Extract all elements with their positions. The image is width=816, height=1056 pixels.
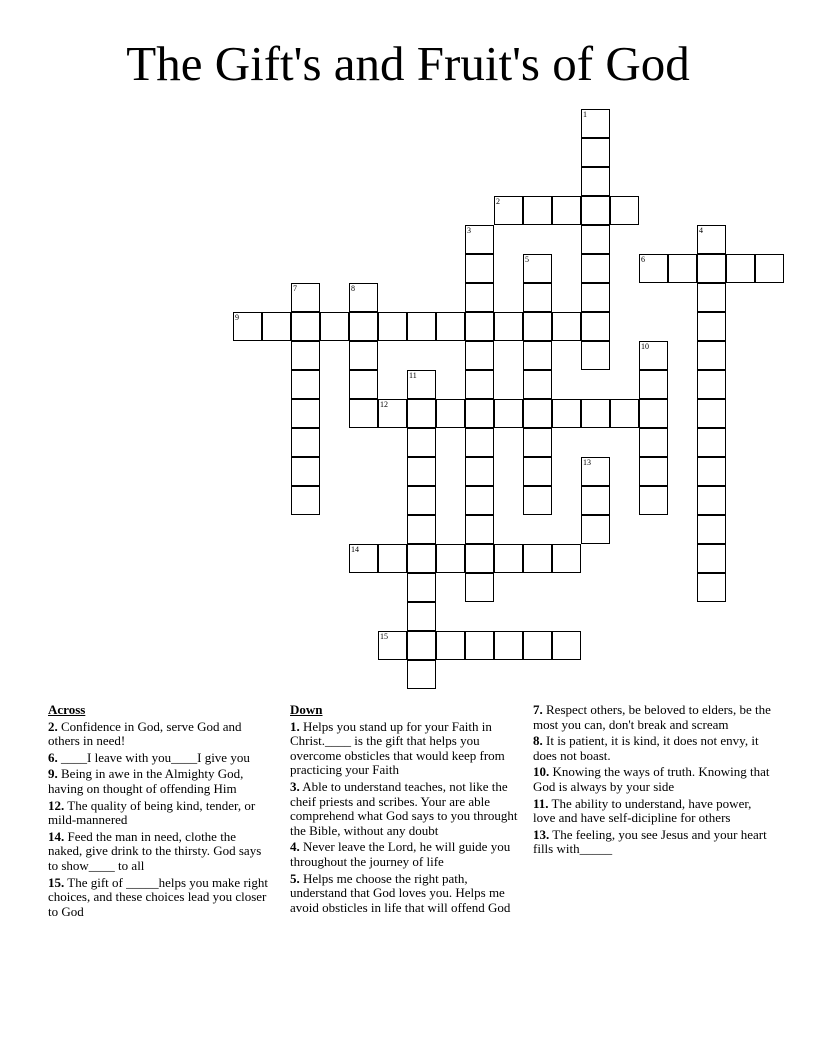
grid-cell[interactable] xyxy=(349,544,378,573)
grid-cell[interactable] xyxy=(697,573,726,602)
grid-cell[interactable] xyxy=(755,254,784,283)
grid-cell[interactable] xyxy=(291,457,320,486)
grid-cell[interactable] xyxy=(523,457,552,486)
grid-cell[interactable] xyxy=(697,457,726,486)
cell-number: 9 xyxy=(235,313,239,322)
grid-cell[interactable] xyxy=(407,544,436,573)
grid-cell[interactable] xyxy=(697,254,726,283)
grid-cell[interactable] xyxy=(407,486,436,515)
grid-cell[interactable] xyxy=(726,254,755,283)
cell-number: 13 xyxy=(583,458,591,467)
grid-cell[interactable] xyxy=(349,312,378,341)
grid-cell[interactable] xyxy=(465,370,494,399)
grid-cell[interactable] xyxy=(639,370,668,399)
down-heading: Down xyxy=(290,702,323,717)
clue-text: Helps you stand up for your Faith in Christ.____ is the gift that helps you overcome obsticles that would keep from practicing your Faith xyxy=(290,718,505,778)
clue-text: Being in awe in the Almighty God, having on thought of offending Him xyxy=(48,766,244,796)
grid-cell[interactable] xyxy=(581,457,610,486)
grid-cell[interactable] xyxy=(465,399,494,428)
grid-cell[interactable] xyxy=(291,312,320,341)
clue-number: 9. xyxy=(48,766,58,782)
down-clues-continued xyxy=(533,703,771,859)
grid-cell[interactable] xyxy=(610,399,639,428)
page-title: The Gift's and Fruit's of God xyxy=(126,36,690,91)
clue-text: Confidence in God, serve God and others in need! xyxy=(48,718,242,749)
grid-cell[interactable] xyxy=(465,428,494,457)
grid-cell[interactable] xyxy=(436,544,465,573)
grid-cell[interactable] xyxy=(494,544,523,573)
clue-number: 12. xyxy=(48,797,65,813)
clue-text: Feed the man in need, clothe the naked, give drink to the thirsty. God says to show____ to all xyxy=(48,828,262,873)
clue-item xyxy=(533,703,771,732)
clue-number: 4. xyxy=(290,839,300,855)
grid-cell[interactable] xyxy=(581,486,610,515)
clue-number: 13. xyxy=(533,826,550,842)
grid-cell[interactable] xyxy=(407,428,436,457)
grid-cell[interactable] xyxy=(465,544,494,573)
grid-cell[interactable] xyxy=(349,399,378,428)
clue-number: 3. xyxy=(290,778,300,794)
cell-number: 2 xyxy=(496,197,500,206)
grid-cell[interactable] xyxy=(552,544,581,573)
clue-item xyxy=(290,872,522,916)
grid-cell[interactable] xyxy=(465,341,494,370)
grid-cell[interactable] xyxy=(523,312,552,341)
grid-cell[interactable] xyxy=(697,312,726,341)
grid-cell[interactable] xyxy=(697,515,726,544)
cell-number: 3 xyxy=(467,226,471,235)
grid-cell[interactable] xyxy=(581,196,610,225)
grid-cell[interactable] xyxy=(523,254,552,283)
grid-cell[interactable] xyxy=(291,341,320,370)
grid-cell[interactable] xyxy=(378,399,407,428)
grid-cell[interactable] xyxy=(581,225,610,254)
grid-cell[interactable] xyxy=(494,196,523,225)
grid-cell[interactable] xyxy=(581,254,610,283)
grid-cell[interactable] xyxy=(697,283,726,312)
grid-cell[interactable] xyxy=(320,312,349,341)
grid-cell[interactable] xyxy=(697,399,726,428)
clue-number: 6. xyxy=(48,749,58,765)
grid-cell[interactable] xyxy=(581,515,610,544)
grid-cell[interactable] xyxy=(523,631,552,660)
grid-cell[interactable] xyxy=(407,399,436,428)
clue-item xyxy=(48,830,273,874)
clue-number: 2. xyxy=(48,718,58,734)
cell-number: 12 xyxy=(380,400,388,409)
cell-number: 5 xyxy=(525,255,529,264)
grid-cell[interactable] xyxy=(436,399,465,428)
grid-cell[interactable] xyxy=(697,544,726,573)
grid-cell[interactable] xyxy=(697,341,726,370)
cell-number: 7 xyxy=(293,284,297,293)
grid-cell[interactable] xyxy=(697,225,726,254)
clue-text: The feeling, you see Jesus and your heart fills with_____ xyxy=(533,826,767,857)
grid-cell[interactable] xyxy=(639,486,668,515)
clue-text: The ability to understand, have power, love and have self-dicipline for others xyxy=(533,795,752,826)
grid-cell[interactable] xyxy=(581,283,610,312)
grid-cell[interactable] xyxy=(407,515,436,544)
grid-cell[interactable] xyxy=(436,312,465,341)
clue-number: 8. xyxy=(533,733,543,749)
grid-cell[interactable] xyxy=(465,254,494,283)
grid-cell[interactable] xyxy=(494,631,523,660)
clue-text: Respect others, be beloved to elders, be the most you can, don't break and scream xyxy=(533,702,771,732)
grid-cell[interactable] xyxy=(581,399,610,428)
grid-cell[interactable] xyxy=(233,312,262,341)
grid-cell[interactable] xyxy=(378,544,407,573)
grid-cell[interactable] xyxy=(407,370,436,399)
grid-cell[interactable] xyxy=(291,399,320,428)
grid-cell[interactable] xyxy=(378,631,407,660)
clue-text: It is patient, it is kind, it does not envy, it does not boast. xyxy=(533,733,759,763)
clue-text: Able to understand teaches, not like the cheif priests and scribes. Your are able comprehend what God says to you throught the Bible, without any doubt xyxy=(290,778,518,838)
clue-item xyxy=(290,720,522,778)
cell-number: 15 xyxy=(380,632,388,641)
clue-item xyxy=(533,765,771,794)
clue-number: 11. xyxy=(533,795,549,811)
clue-item xyxy=(48,720,273,749)
grid-cell[interactable] xyxy=(639,457,668,486)
across-heading: Across xyxy=(48,702,86,717)
clue-number: 14. xyxy=(48,828,65,844)
cell-number: 1 xyxy=(583,110,587,119)
grid-cell[interactable] xyxy=(465,515,494,544)
grid-cell[interactable] xyxy=(552,196,581,225)
grid-cell[interactable] xyxy=(523,341,552,370)
cell-number: 10 xyxy=(641,342,649,351)
grid-cell[interactable] xyxy=(407,312,436,341)
grid-cell[interactable] xyxy=(494,399,523,428)
grid-cell[interactable] xyxy=(552,399,581,428)
clue-item xyxy=(533,797,771,826)
grid-cell[interactable] xyxy=(552,312,581,341)
grid-cell[interactable] xyxy=(581,312,610,341)
grid-cell[interactable] xyxy=(407,573,436,602)
grid-cell[interactable] xyxy=(581,138,610,167)
grid-cell[interactable] xyxy=(523,428,552,457)
clue-item xyxy=(48,876,273,920)
grid-cell[interactable] xyxy=(523,399,552,428)
clue-number: 15. xyxy=(48,874,65,890)
grid-cell[interactable] xyxy=(349,370,378,399)
clue-text: Knowing the ways of truth. Knowing that God is always by your side xyxy=(533,764,770,794)
grid-cell[interactable] xyxy=(262,312,291,341)
grid-cell[interactable] xyxy=(291,428,320,457)
grid-cell[interactable] xyxy=(407,631,436,660)
grid-cell[interactable] xyxy=(349,341,378,370)
grid-cell[interactable] xyxy=(523,283,552,312)
grid-cell[interactable] xyxy=(465,573,494,602)
clue-item xyxy=(533,828,771,857)
grid-cell[interactable] xyxy=(697,370,726,399)
grid-cell[interactable] xyxy=(639,254,668,283)
grid-cell[interactable] xyxy=(465,312,494,341)
grid-cell[interactable] xyxy=(639,428,668,457)
grid-cell[interactable] xyxy=(349,283,378,312)
cell-number: 8 xyxy=(351,284,355,293)
grid-cell[interactable] xyxy=(494,312,523,341)
clue-text: The gift of _____helps you make right choices, and these choices lead you closer to God xyxy=(48,874,269,919)
clue-item xyxy=(48,751,273,766)
cell-number: 11 xyxy=(409,371,417,380)
grid-cell[interactable] xyxy=(465,457,494,486)
grid-cell[interactable] xyxy=(523,486,552,515)
grid-cell[interactable] xyxy=(291,370,320,399)
grid-cell[interactable] xyxy=(291,486,320,515)
grid-cell[interactable] xyxy=(523,544,552,573)
clue-number: 5. xyxy=(290,870,300,886)
clue-number: 10. xyxy=(533,764,550,780)
grid-cell[interactable] xyxy=(523,370,552,399)
clue-item xyxy=(48,799,273,828)
grid-cell[interactable] xyxy=(291,283,320,312)
cell-number: 6 xyxy=(641,255,645,264)
grid-cell[interactable] xyxy=(378,312,407,341)
clue-number: 1. xyxy=(290,718,300,734)
grid-cell[interactable] xyxy=(639,341,668,370)
grid-cell[interactable] xyxy=(581,167,610,196)
grid-cell[interactable] xyxy=(668,254,697,283)
grid-cell[interactable] xyxy=(407,457,436,486)
grid-cell[interactable] xyxy=(407,660,436,689)
clue-item xyxy=(290,840,522,869)
grid-cell[interactable] xyxy=(581,109,610,138)
grid-cell[interactable] xyxy=(523,196,552,225)
clue-text: Never leave the Lord, he will guide you throughout the journey of life xyxy=(290,839,511,869)
grid-cell[interactable] xyxy=(639,399,668,428)
across-clues xyxy=(48,703,273,921)
grid-cell[interactable] xyxy=(465,631,494,660)
clue-text: ____I leave with you____I give you xyxy=(57,749,250,765)
grid-cell[interactable] xyxy=(465,283,494,312)
grid-cell[interactable] xyxy=(697,428,726,457)
clue-item xyxy=(290,780,522,838)
grid-cell[interactable] xyxy=(552,631,581,660)
cell-number: 4 xyxy=(699,226,703,235)
clue-item xyxy=(48,767,273,796)
clue-text: The quality of being kind, tender, or mild-mannered xyxy=(48,797,256,828)
grid-cell[interactable] xyxy=(610,196,639,225)
clue-text: Helps me choose the right path, understand that God loves you. Helps me avoid obsticles in life that will offend God xyxy=(290,870,511,915)
grid-cell[interactable] xyxy=(465,486,494,515)
cell-number: 14 xyxy=(351,545,359,554)
grid-cell[interactable] xyxy=(407,602,436,631)
grid-cell[interactable] xyxy=(465,225,494,254)
down-clues xyxy=(290,703,522,917)
grid-cell[interactable] xyxy=(697,486,726,515)
clue-item xyxy=(533,734,771,763)
grid-cell[interactable] xyxy=(436,631,465,660)
grid-cell[interactable] xyxy=(581,341,610,370)
clue-number: 7. xyxy=(533,702,543,717)
